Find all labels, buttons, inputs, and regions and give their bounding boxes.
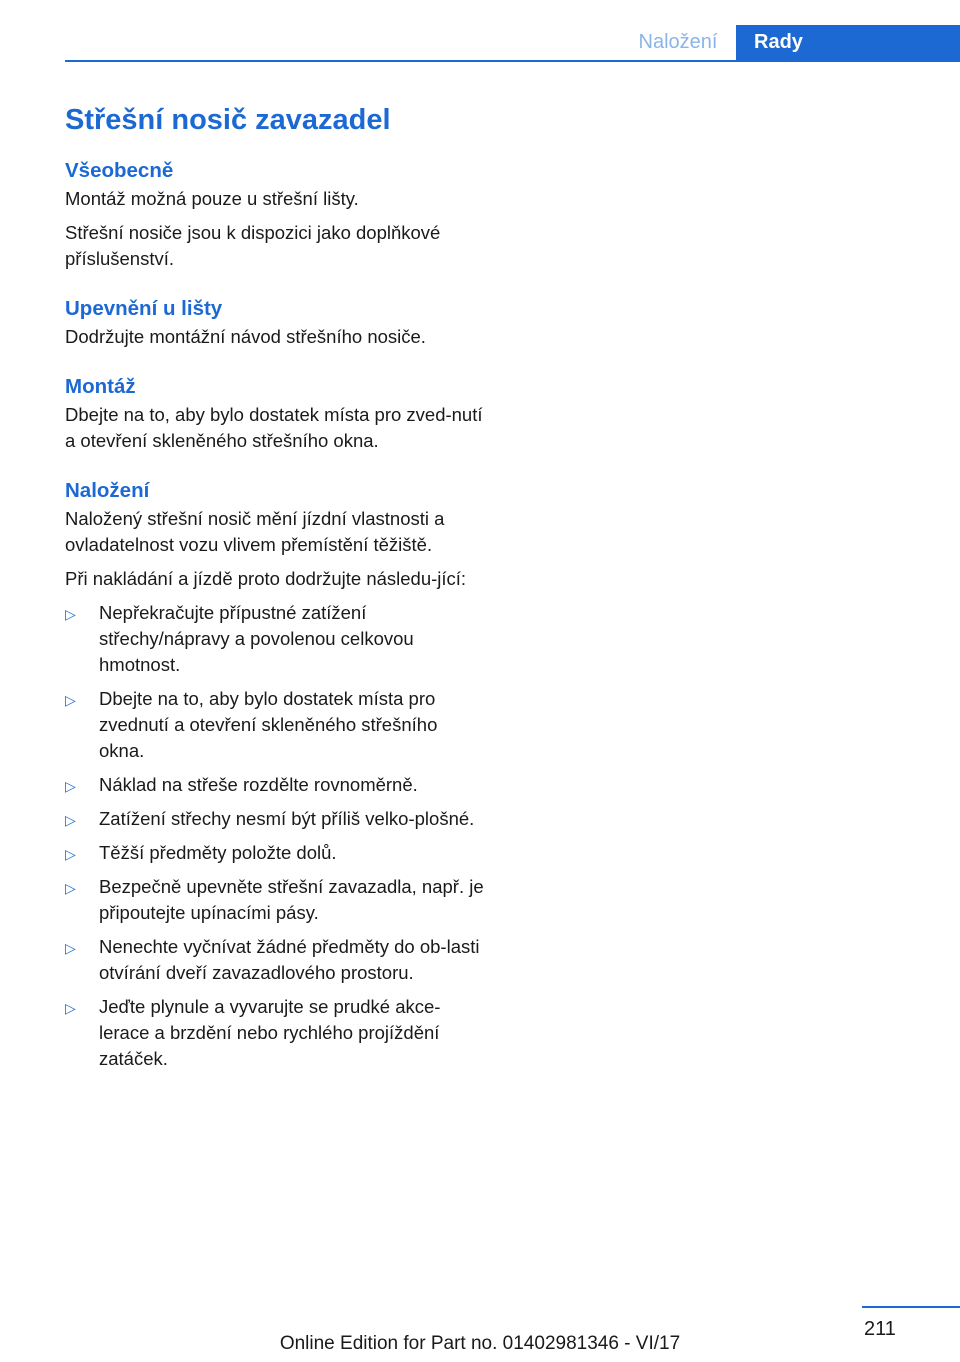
header-section-label: Naložení	[638, 31, 718, 53]
paragraph: Při nakládání a jízdě proto dodržujte následu-jící:	[65, 568, 467, 589]
loading-rules-list	[65, 600, 485, 1072]
header-chapter-tab: Rady	[736, 25, 960, 60]
paragraph: Montáž možná pouze u střešní lišty.	[65, 188, 359, 209]
section-loading	[65, 476, 485, 1072]
section-general	[65, 156, 485, 272]
triangle-bullet-icon: ▷	[65, 1000, 76, 1016]
triangle-bullet-icon: ▷	[65, 606, 76, 622]
list-item-text: Jeďte plynule a vyvarujte se prudké akce-lerace a brzdění nebo rychlého projíždění zatáček.	[99, 996, 441, 1069]
paragraph: Dodržujte montážní návod střešního nosiče.	[65, 326, 426, 347]
list-item	[65, 686, 485, 764]
triangle-bullet-icon: ▷	[65, 940, 76, 956]
list-item	[65, 934, 485, 986]
list-item	[65, 840, 485, 866]
list-item	[65, 772, 485, 798]
list-item-text: Náklad na střeše rozdělte rovnoměrně.	[99, 774, 418, 795]
list-item-text: Zatížení střechy nesmí být příliš velko-plošné.	[99, 808, 475, 829]
paragraph: Dbejte na to, aby bylo dostatek místa pro zved-nutí a otevření skleněného střešního okna.	[65, 404, 483, 451]
footer-rule	[862, 1306, 960, 1308]
triangle-bullet-icon: ▷	[65, 778, 76, 794]
section-heading: Všeobecně	[65, 159, 174, 182]
edition-note: Online Edition for Part no. 01402981346 - VI/17	[279, 1333, 681, 1354]
list-item	[65, 600, 485, 678]
list-item-text: Nepřekračujte přípustné zatížení střechy/nápravy a povolenou celkovou hmotnost.	[99, 602, 414, 675]
page-title: Střešní nosič zavazadel	[65, 104, 391, 136]
triangle-bullet-icon: ▷	[65, 692, 76, 708]
page-number: 211	[864, 1318, 896, 1340]
list-item-text: Těžší předměty položte dolů.	[99, 842, 337, 863]
section-assembly	[65, 372, 485, 454]
section-heading: Montáž	[65, 375, 136, 398]
list-item-text: Bezpečně upevněte střešní zavazadla, např. je připoutejte upínacími pásy.	[99, 876, 484, 923]
triangle-bullet-icon: ▷	[65, 880, 76, 896]
list-item	[65, 806, 485, 832]
list-item-text: Nenechte vyčnívat žádné předměty do ob-lasti otvírání dveří zavazadlového prostoru.	[99, 936, 480, 983]
section-heading: Upevnění u lišty	[65, 297, 223, 320]
list-item-text: Dbejte na to, aby bylo dostatek místa pro zvednutí a otevření skleněného střešního okna.	[99, 688, 438, 761]
paragraph: Střešní nosiče jsou k dispozici jako doplňkové příslušenství.	[65, 222, 441, 269]
section-rail-mounting	[65, 294, 485, 350]
section-heading: Naložení	[65, 479, 150, 502]
triangle-bullet-icon: ▷	[65, 846, 76, 862]
triangle-bullet-icon: ▷	[65, 812, 76, 828]
page-content	[65, 100, 485, 1094]
paragraph: Naložený střešní nosič mění jízdní vlastnosti a ovladatelnost vozu vlivem přemístění těžiště.	[65, 508, 445, 555]
header-rule	[65, 60, 960, 62]
list-item	[65, 874, 485, 926]
list-item	[65, 994, 485, 1072]
